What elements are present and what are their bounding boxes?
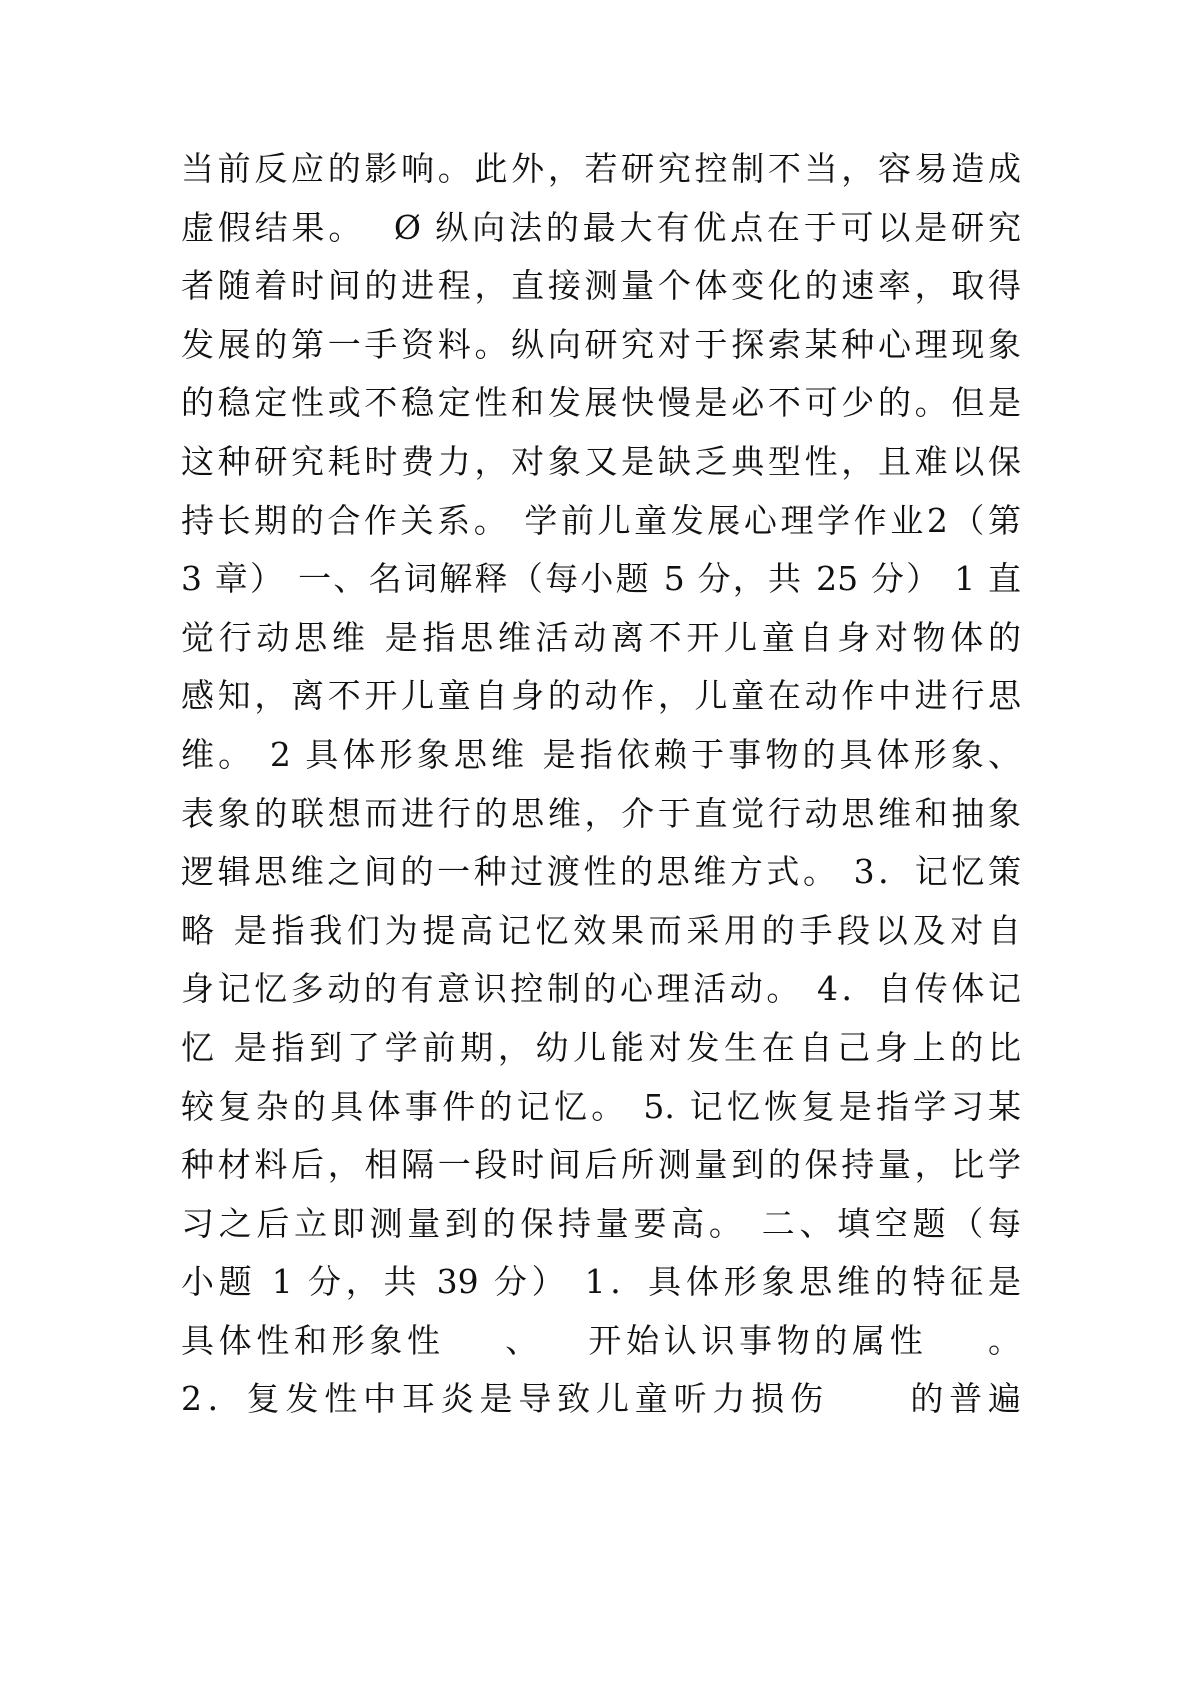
text-line: 种材料后，相隔一段时间后所测量到的保持量，比学 — [181, 1145, 1021, 1185]
text-line: 身记忆多动的有意识控制的心理活动。 4．自传体记 — [181, 969, 1021, 1009]
text-line: 逻辑思维之间的一种过渡性的思维方式。 3．记忆策 — [181, 852, 1021, 892]
text-line: 这种研究耗时费力，对象又是缺乏典型性，且难以保 — [181, 441, 1021, 481]
text-line: 觉行动思维 是指思维活动离不开儿童自身对物体的 — [181, 617, 1021, 657]
text-line: 的稳定性或不稳定性和发展快慢是必不可少的。但是 — [181, 383, 1021, 423]
text-line: 虚假结果。 Ø 纵向法的最大有优点在于可以是研究 — [181, 207, 1021, 247]
text-line: 者随着时间的进程，直接测量个体变化的速率，取得 — [181, 266, 1021, 306]
text-line: 维。 2 具体形象思维 是指依赖于事物的具体形象、 — [181, 734, 1021, 774]
text-line: 2．复发性中耳炎是导致儿童听力损伤 的普遍 — [181, 1379, 1021, 1419]
text-line: 略 是指我们为提高记忆效果而采用的手段以及对自 — [181, 910, 1021, 950]
text-line: 忆 是指到了学前期，幼儿能对发生在自己身上的比 — [181, 1027, 1021, 1067]
body-text — [181, 140, 1021, 1429]
text-line: 发展的第一手资料。纵向研究对于探索某种心理现象 — [181, 324, 1021, 364]
text-line: 小题 1 分，共 39 分） 1．具体形象思维的特征是 — [181, 1262, 1021, 1302]
text-line: 3 章） 一、名词解释（每小题 5 分，共 25 分） 1 直 — [181, 559, 1021, 599]
text-line: 习之后立即测量到的保持量要高。 二、填空题（每 — [181, 1203, 1021, 1243]
text-line: 较复杂的具体事件的记忆。 5. 记忆恢复是指学习某 — [181, 1086, 1021, 1126]
text-line: 感知，离不开儿童自身的动作，儿童在动作中进行思 — [181, 676, 1021, 716]
text-line: 具体性和形象性 、 开始认识事物的属性 。 — [181, 1320, 1021, 1360]
text-line: 表象的联想而进行的思维，介于直觉行动思维和抽象 — [181, 793, 1021, 833]
text-line: 当前反应的影响。此外，若研究控制不当，容易造成 — [181, 149, 1021, 188]
text-line: 持长期的合作关系。 学前儿童发展心理学作业2（第 — [181, 500, 1021, 540]
